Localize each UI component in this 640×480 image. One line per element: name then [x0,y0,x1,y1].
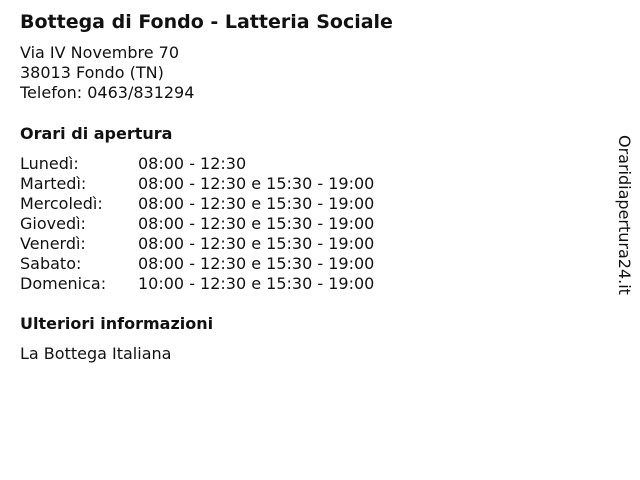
address-city: 38013 Fondo (TN) [20,63,164,82]
day-label: Domenica: [20,274,107,293]
day-label: Lunedì: [20,154,79,173]
hours-row-saturday [20,254,374,274]
hours-row-wednesday [20,194,374,214]
additional-info-text: La Bottega Italiana [20,344,172,363]
business-name: Bottega di Fondo - Latteria Sociale [20,11,393,33]
time-range: 08:00 - 12:30 e 15:30 - 19:00 [138,234,375,253]
opening-hours-table [20,154,374,294]
address-block [20,43,194,103]
phone-number: Telefon: 0463/831294 [20,83,195,102]
hours-row-thursday [20,214,374,234]
time-range: 08:00 - 12:30 e 15:30 - 19:00 [138,214,375,233]
address-street: Via IV Novembre 70 [20,43,180,62]
day-label: Sabato: [20,254,82,273]
day-label: Giovedì: [20,214,86,233]
site-watermark: Oraridiapertura24.it [615,135,634,295]
additional-info-heading: Ulteriori informazioni [20,314,214,333]
hours-row-tuesday [20,174,374,194]
hours-row-sunday [20,274,374,294]
day-label: Venerdì: [20,234,86,253]
time-range: 08:00 - 12:30 [138,154,247,173]
hours-row-friday [20,234,374,254]
opening-hours-heading: Orari di apertura [20,124,173,143]
time-range: 10:00 - 12:30 e 15:30 - 19:00 [138,274,375,293]
hours-row-monday [20,154,374,174]
day-label: Mercoledì: [20,194,103,213]
day-label: Martedì: [20,174,87,193]
time-range: 08:00 - 12:30 e 15:30 - 19:00 [138,254,375,273]
time-range: 08:00 - 12:30 e 15:30 - 19:00 [138,194,375,213]
time-range: 08:00 - 12:30 e 15:30 - 19:00 [138,174,375,193]
